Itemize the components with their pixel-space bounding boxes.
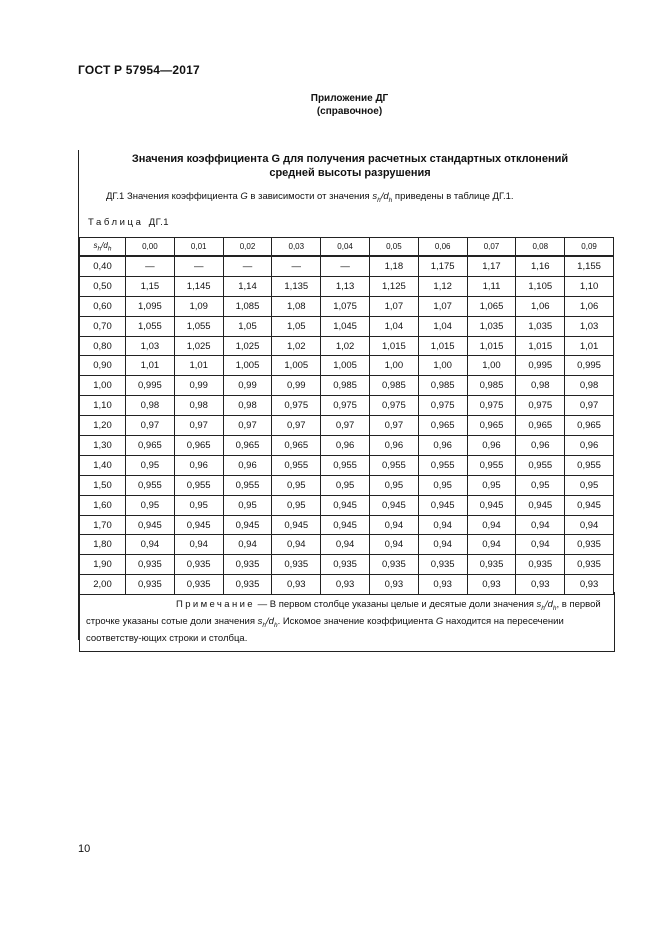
row-header: 1,10 — [80, 396, 126, 416]
table-cell: 1,00 — [418, 356, 467, 376]
table-cell: 0,97 — [174, 416, 223, 436]
table-cell: 0,97 — [369, 416, 418, 436]
table-cell: 1,01 — [174, 356, 223, 376]
table-row — [80, 535, 614, 555]
table-cell: 0,965 — [418, 416, 467, 436]
table-row — [80, 515, 614, 535]
table-cell: 0,94 — [418, 535, 467, 555]
table-cell: 1,015 — [516, 336, 565, 356]
table-cell: 1,025 — [223, 336, 272, 356]
table-cell: 0,95 — [369, 475, 418, 495]
table-row — [80, 316, 614, 336]
table-cell: 1,055 — [126, 316, 175, 336]
table-cell: 1,17 — [467, 256, 516, 276]
note-text-1: — В первом столбце указаны целые и десятые доли значения — [257, 599, 534, 610]
table-cell: 1,175 — [418, 256, 467, 276]
table-cell: 0,965 — [223, 436, 272, 456]
table-cell: 1,10 — [565, 276, 614, 296]
table-cell: 1,05 — [272, 316, 321, 336]
table-caption — [88, 217, 169, 228]
table-row — [80, 495, 614, 515]
table-cell: 0,955 — [565, 455, 614, 475]
table-cell: 0,96 — [174, 455, 223, 475]
table-row — [80, 276, 614, 296]
table-cell: 0,975 — [321, 396, 370, 416]
table-cell: 1,00 — [369, 356, 418, 376]
column-header: 0,05 — [369, 238, 418, 257]
table-cell: 1,145 — [174, 276, 223, 296]
table-row — [80, 416, 614, 436]
table-cell: 0,935 — [174, 575, 223, 595]
table-cell: 0,95 — [174, 495, 223, 515]
table-cell: 0,945 — [174, 515, 223, 535]
table-cell: 0,935 — [126, 555, 175, 575]
table-cell: 0,935 — [321, 555, 370, 575]
column-header: 0,01 — [174, 238, 223, 257]
table-cell: 1,02 — [321, 336, 370, 356]
table-cell: 1,18 — [369, 256, 418, 276]
table-cell: 0,935 — [174, 555, 223, 575]
table-cell: 0,935 — [369, 555, 418, 575]
table-cell: 0,94 — [467, 535, 516, 555]
note-text-2: , в первой строчке указаны сотые доли значения — [86, 599, 601, 627]
row-header: 1,80 — [80, 535, 126, 555]
table-cell: 0,935 — [467, 555, 516, 575]
table-cell: 0,94 — [516, 535, 565, 555]
row-header: 1,30 — [80, 436, 126, 456]
table-cell: 1,025 — [174, 336, 223, 356]
table-cell: 0,945 — [418, 495, 467, 515]
table-cell: 1,015 — [467, 336, 516, 356]
table-cell: 0,96 — [467, 436, 516, 456]
table-cell: 0,94 — [418, 515, 467, 535]
table-cell: 0,935 — [565, 535, 614, 555]
table-cell: 0,945 — [516, 495, 565, 515]
table-cell: 1,005 — [223, 356, 272, 376]
table-cell: 0,965 — [126, 436, 175, 456]
table-cell: 0,955 — [174, 475, 223, 495]
table-cell: 1,03 — [126, 336, 175, 356]
table-cell: 0,955 — [369, 455, 418, 475]
table-cell: 1,125 — [369, 276, 418, 296]
table-row — [80, 396, 614, 416]
table-row — [80, 436, 614, 456]
table-cell: 0,94 — [467, 515, 516, 535]
table-cell: 0,975 — [516, 396, 565, 416]
table-cell: 0,95 — [516, 475, 565, 495]
table-cell: 0,93 — [369, 575, 418, 595]
table-cell: 0,945 — [369, 495, 418, 515]
table-cell: 0,95 — [321, 475, 370, 495]
column-header: 0,02 — [223, 238, 272, 257]
table-cell: — — [223, 256, 272, 276]
table-cell: 0,985 — [467, 376, 516, 396]
document-code: ГОСТ Р 57954—2017 — [78, 63, 200, 77]
table-cell: 0,955 — [321, 455, 370, 475]
table-row — [80, 296, 614, 316]
column-header: 0,07 — [467, 238, 516, 257]
column-header: 0,09 — [565, 238, 614, 257]
table-cell: 1,045 — [321, 316, 370, 336]
row-header: 1,00 — [80, 376, 126, 396]
table-cell: 0,94 — [516, 515, 565, 535]
table-caption-word: Таблица — [88, 217, 144, 228]
table-cell: 1,08 — [272, 296, 321, 316]
table-cell: — — [126, 256, 175, 276]
section-title-line-1: Значения коэффициента G для получения расчетных стандартных отклонений — [131, 153, 569, 165]
table-cell: 1,03 — [565, 316, 614, 336]
row-header: 0,70 — [80, 316, 126, 336]
table-cell: 0,95 — [272, 495, 321, 515]
table-cell: 0,985 — [369, 376, 418, 396]
table-cell: 1,105 — [516, 276, 565, 296]
table-row — [80, 555, 614, 575]
table-cell: 0,975 — [418, 396, 467, 416]
table-cell: 0,935 — [516, 555, 565, 575]
table-row — [80, 455, 614, 475]
table-cell: 0,95 — [223, 495, 272, 515]
table-cell: 0,945 — [565, 495, 614, 515]
note-label: Примечание — [176, 599, 255, 610]
table-cell: 0,945 — [321, 515, 370, 535]
table-caption-number: ДГ.1 — [148, 217, 170, 228]
table-cell: 0,965 — [565, 416, 614, 436]
table-cell: 0,99 — [272, 376, 321, 396]
table-cell: 0,945 — [467, 495, 516, 515]
table-cell: 0,99 — [223, 376, 272, 396]
table-cell: 0,96 — [369, 436, 418, 456]
table-cell: 1,06 — [565, 296, 614, 316]
table-cell: 1,015 — [369, 336, 418, 356]
table-cell: 1,01 — [126, 356, 175, 376]
note-text-4: находится на пересечении соответству-ющих строки и столбца. — [86, 615, 564, 644]
table-cell: 1,075 — [321, 296, 370, 316]
table-cell: — — [321, 256, 370, 276]
intro-ratio: $s_h/d_h$ — [372, 191, 393, 204]
row-header: 0,40 — [80, 256, 126, 276]
intro-paragraph — [106, 191, 514, 204]
table-cell: 0,995 — [565, 356, 614, 376]
table-cell: 1,085 — [223, 296, 272, 316]
table-cell: 0,98 — [223, 396, 272, 416]
column-header: 0,08 — [516, 238, 565, 257]
row-header: 1,20 — [80, 416, 126, 436]
table-cell: 1,04 — [369, 316, 418, 336]
table-cell: — — [272, 256, 321, 276]
table-cell: 0,93 — [467, 575, 516, 595]
table-cell: 0,95 — [467, 475, 516, 495]
note-ratio-1: $s_h/d_h$ — [536, 599, 557, 612]
table-cell: 0,935 — [272, 555, 321, 575]
table-cell: 0,94 — [272, 535, 321, 555]
table-cell: 0,955 — [516, 455, 565, 475]
page-number: 10 — [78, 843, 91, 855]
table-cell: 0,96 — [321, 436, 370, 456]
table-cell: 0,94 — [126, 535, 175, 555]
table-cell: 0,93 — [516, 575, 565, 595]
row-header: 2,00 — [80, 575, 126, 595]
table-cell: 0,93 — [565, 575, 614, 595]
appendix-title: Приложение ДГ — [310, 93, 389, 104]
table-cell: 0,96 — [516, 436, 565, 456]
column-header: 0,06 — [418, 238, 467, 257]
table-cell: 1,155 — [565, 256, 614, 276]
table-cell: 1,04 — [418, 316, 467, 336]
table-cell: 0,965 — [516, 416, 565, 436]
table-cell: 1,05 — [223, 316, 272, 336]
table-cell: 0,975 — [272, 396, 321, 416]
table-cell: 0,94 — [174, 535, 223, 555]
table-note — [79, 592, 615, 652]
table-cell: 0,935 — [223, 555, 272, 575]
appendix-subtitle: (справочное) — [316, 106, 383, 117]
row-header: 1,90 — [80, 555, 126, 575]
table-corner-header: $s_h/d_h$ — [80, 238, 126, 257]
table-cell: 0,94 — [369, 515, 418, 535]
table-cell: 0,955 — [418, 455, 467, 475]
table-cell: 0,96 — [223, 455, 272, 475]
table-cell: 0,98 — [126, 396, 175, 416]
table-cell: 1,07 — [418, 296, 467, 316]
table-cell: 0,97 — [223, 416, 272, 436]
table-cell: 0,97 — [565, 396, 614, 416]
table-cell: 1,035 — [467, 316, 516, 336]
table-cell: 1,07 — [369, 296, 418, 316]
row-header: 1,60 — [80, 495, 126, 515]
table-cell: 0,945 — [223, 515, 272, 535]
table-row — [80, 475, 614, 495]
table-cell: 0,97 — [126, 416, 175, 436]
table-cell: 0,975 — [369, 396, 418, 416]
table-cell: 0,96 — [418, 436, 467, 456]
table-cell: 0,995 — [516, 356, 565, 376]
table-cell: 1,005 — [272, 356, 321, 376]
note-ratio-2: $s_h/d_h$ — [257, 615, 278, 629]
appendix-heading — [0, 92, 661, 118]
table-cell: — — [174, 256, 223, 276]
table-cell: 0,95 — [126, 495, 175, 515]
table-cell: 0,97 — [321, 416, 370, 436]
table-cell: 0,98 — [174, 396, 223, 416]
row-header: 0,60 — [80, 296, 126, 316]
table-cell: 1,095 — [126, 296, 175, 316]
table-cell: 0,94 — [565, 515, 614, 535]
table-cell: 1,00 — [467, 356, 516, 376]
row-header: 1,40 — [80, 455, 126, 475]
table-cell: 0,935 — [223, 575, 272, 595]
table-cell: 1,12 — [418, 276, 467, 296]
table-cell: 1,15 — [126, 276, 175, 296]
note-text-3: . Искомое значение коэффициента — [277, 615, 434, 627]
table-cell: 0,95 — [272, 475, 321, 495]
row-header: 0,90 — [80, 356, 126, 376]
table-row — [80, 336, 614, 356]
table-cell: 0,97 — [272, 416, 321, 436]
row-header: 1,70 — [80, 515, 126, 535]
table-cell: 1,02 — [272, 336, 321, 356]
table-cell: 0,945 — [272, 515, 321, 535]
table-cell: 0,95 — [418, 475, 467, 495]
table-cell: 0,95 — [565, 475, 614, 495]
table-cell: 0,965 — [174, 436, 223, 456]
table-cell: 0,965 — [467, 416, 516, 436]
table-cell: 0,98 — [516, 376, 565, 396]
intro-g-symbol: G — [240, 191, 248, 202]
table-cell: 0,965 — [272, 436, 321, 456]
table-cell: 0,94 — [369, 535, 418, 555]
table-cell: 0,955 — [126, 475, 175, 495]
table-cell: 1,06 — [516, 296, 565, 316]
table-cell: 1,005 — [321, 356, 370, 376]
table-cell: 0,935 — [565, 555, 614, 575]
table-cell: 1,01 — [565, 336, 614, 356]
table-cell: 0,935 — [126, 575, 175, 595]
table-cell: 1,135 — [272, 276, 321, 296]
table-cell: 0,955 — [223, 475, 272, 495]
table-cell: 0,98 — [565, 376, 614, 396]
row-header: 0,80 — [80, 336, 126, 356]
intro-mid: в зависимости от значения — [250, 191, 370, 202]
table-cell: 0,93 — [272, 575, 321, 595]
table-cell: 1,055 — [174, 316, 223, 336]
table-cell: 1,015 — [418, 336, 467, 356]
table-cell: 1,035 — [516, 316, 565, 336]
table-header-row — [80, 238, 614, 257]
table-row — [80, 376, 614, 396]
intro-suffix: приведены в таблице ДГ.1. — [394, 191, 514, 202]
table-cell: 0,955 — [467, 455, 516, 475]
coefficient-table — [79, 237, 614, 595]
table-cell: 0,96 — [565, 436, 614, 456]
table-cell: 0,94 — [223, 535, 272, 555]
row-header: 1,50 — [80, 475, 126, 495]
table-cell: 0,95 — [126, 455, 175, 475]
table-cell: 1,13 — [321, 276, 370, 296]
table-cell: 1,065 — [467, 296, 516, 316]
table-cell: 0,945 — [321, 495, 370, 515]
column-header: 0,00 — [126, 238, 175, 257]
table-cell: 0,985 — [321, 376, 370, 396]
table-cell: 1,16 — [516, 256, 565, 276]
table-cell: 0,93 — [321, 575, 370, 595]
row-header: 0,50 — [80, 276, 126, 296]
table-cell: 0,935 — [418, 555, 467, 575]
table-cell: 0,93 — [418, 575, 467, 595]
table-cell: 1,09 — [174, 296, 223, 316]
table-cell: 0,995 — [126, 376, 175, 396]
table-row — [80, 356, 614, 376]
table-row — [80, 256, 614, 276]
note-g-symbol: G — [435, 615, 444, 627]
table-cell: 0,975 — [467, 396, 516, 416]
table-cell: 0,955 — [272, 455, 321, 475]
intro-prefix: ДГ.1 Значения коэффициента — [106, 191, 238, 202]
table-cell: 0,985 — [418, 376, 467, 396]
table-cell: 0,94 — [321, 535, 370, 555]
table-cell: 0,945 — [126, 515, 175, 535]
table-cell: 1,11 — [467, 276, 516, 296]
table-cell: 1,14 — [223, 276, 272, 296]
table-cell: 0,99 — [174, 376, 223, 396]
section-title — [90, 152, 610, 180]
column-header: 0,04 — [321, 238, 370, 257]
column-header: 0,03 — [272, 238, 321, 257]
section-title-line-2: средней высоты разрушения — [269, 167, 431, 179]
